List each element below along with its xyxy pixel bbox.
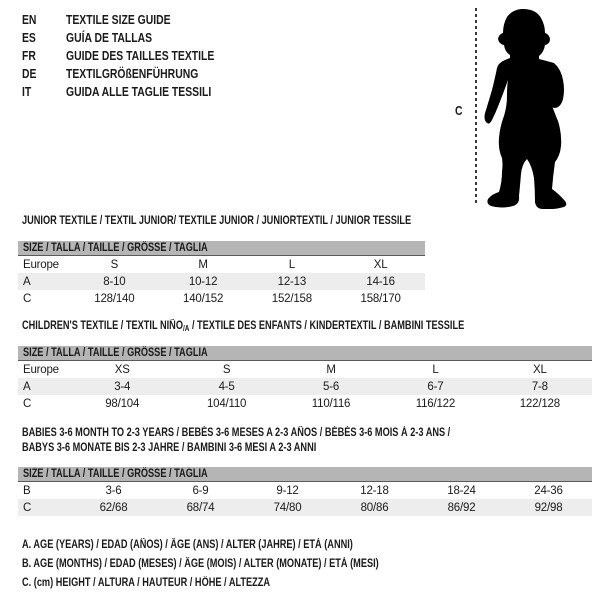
babies-table-title-text: BABIES 3-6 MONTH TO 2-3 YEARS / BEBÉS 3-6 MESES A 2-3 AÑOS / BÉBÉS 3-6 MOIS À 2-3 ANS / — [22, 427, 451, 439]
table-row — [18, 482, 592, 499]
size-cell: XL — [532, 363, 547, 376]
size-cell: 6-7 — [427, 380, 444, 393]
size-cell: 62/68 — [99, 501, 128, 514]
babies-table-title-line1 — [18, 426, 592, 441]
size-header-bar — [18, 467, 592, 482]
table-row — [18, 395, 592, 412]
size-cell: S — [110, 258, 119, 271]
title-subscript: /A — [182, 324, 190, 333]
size-cell: L — [432, 363, 439, 376]
lang-code: DE — [22, 65, 37, 81]
lang-code: IT — [22, 83, 32, 99]
babies-table-title-line2 — [18, 441, 592, 456]
table-row — [18, 378, 592, 395]
size-cell: XS — [114, 363, 130, 376]
table-row — [18, 256, 425, 273]
language-header — [22, 10, 251, 100]
size-cell: 80/86 — [360, 501, 389, 514]
size-header-bar — [18, 346, 592, 361]
size-cell: 86/92 — [447, 501, 476, 514]
size-cell: XL — [373, 258, 388, 271]
table-row — [18, 361, 592, 378]
size-header-text: SIZE / TALLA / TAILLE / GRÖSSE / TAGLIA — [23, 242, 208, 254]
footnote-c — [22, 574, 468, 593]
row-label: C — [23, 292, 32, 305]
size-cell: S — [222, 363, 231, 376]
size-cell: 3-6 — [105, 484, 122, 497]
footnotes — [22, 536, 468, 593]
table-row — [18, 290, 425, 307]
toddler-silhouette-icon — [483, 6, 587, 209]
size-cell: 152/158 — [271, 292, 312, 305]
title-part: / TEXTILE DES ENFANTS / KINDERTEXTIL / BAMBINI TESSILE — [189, 320, 465, 332]
size-cell: M — [198, 258, 208, 271]
title-part: CHILDREN'S TEXTILE / TEXTIL NIÑO — [22, 320, 183, 332]
size-cell: 68/74 — [186, 501, 215, 514]
size-cell: 128/140 — [94, 292, 135, 305]
lang-title: GUÍA DE TALLAS — [66, 29, 153, 45]
children-table-title — [18, 320, 592, 333]
footnote-text: C. (cm) HEIGHT / ALTURA / HAUTEUR / HÖHE / ALTEZZA — [22, 577, 271, 589]
size-cell: L — [288, 258, 295, 271]
footnote-a — [22, 536, 468, 555]
size-cell: 5-6 — [323, 380, 340, 393]
size-cell: 24-36 — [534, 484, 563, 497]
size-cell: 14-16 — [366, 275, 395, 288]
size-header-text: SIZE / TALLA / TAILLE / GRÖSSE / TAGLIA — [23, 468, 208, 480]
size-cell: 92/98 — [534, 501, 563, 514]
size-cell: 12-18 — [360, 484, 389, 497]
footnote-b — [22, 555, 468, 574]
row-label: Europe — [23, 363, 59, 376]
size-cell: 12-13 — [277, 275, 307, 288]
babies-size-table — [18, 426, 592, 516]
size-cell: 110/116 — [311, 397, 351, 410]
junior-table-title-text: JUNIOR TEXTILE / TEXTIL JUNIOR/ TEXTILE JUNIOR / JUNIORTEXTIL / JUNIOR TESSILE — [22, 215, 412, 227]
lang-code: FR — [22, 47, 36, 63]
height-measure-dotted-line — [475, 8, 477, 206]
table-row — [18, 273, 425, 290]
size-cell: 3-4 — [114, 380, 131, 393]
junior-size-table — [18, 215, 425, 307]
row-label: A — [23, 380, 31, 393]
lang-row-it — [22, 82, 251, 100]
size-header-bar — [18, 241, 425, 256]
height-measure-label: C — [455, 103, 463, 118]
size-header-text: SIZE / TALLA / TAILLE / GRÖSSE / TAGLIA — [23, 347, 208, 359]
row-label: A — [23, 275, 31, 288]
lang-row-es — [22, 28, 251, 46]
babies-table-title-text: BABYS 3-6 MONATE BIS 2-3 JAHRE / BAMBINI 3-6 MESI A 2-3 ANNI — [22, 442, 317, 454]
lang-code: ES — [22, 29, 36, 45]
size-cell: 10-12 — [188, 275, 218, 288]
lang-row-en — [22, 10, 251, 28]
size-cell: 98/104 — [105, 397, 140, 410]
lang-title: GUIDE DES TAILLES TEXTILE — [66, 47, 215, 63]
lang-title: GUIDA ALLE TAGLIE TESSILI — [66, 83, 212, 99]
lang-code: EN — [22, 11, 37, 27]
size-cell: 116/122 — [415, 397, 456, 410]
size-cell: 122/128 — [519, 397, 560, 410]
lang-row-fr — [22, 46, 251, 64]
children-table-title-text — [22, 320, 464, 335]
footnote-text: A. AGE (YEARS) / EDAD (AÑOS) / ÂGE (ANS) / ALTER (JAHRE) / ETÀ (ANNI) — [22, 539, 353, 551]
lang-title: TEXTILE SIZE GUIDE — [66, 11, 171, 27]
size-cell: 158/170 — [360, 292, 401, 305]
size-cell: 18-24 — [447, 484, 476, 497]
lang-title: TEXTILGRÖßENFÜHRUNG — [66, 65, 199, 81]
size-cell: 4-5 — [218, 380, 235, 393]
children-size-table — [18, 320, 592, 412]
footnote-text: B. AGE (MONTHS) / EDAD (MESES) / ÂGE (MOIS) / ALTER (MONATE) / ETÀ (MESI) — [22, 558, 379, 570]
lang-row-de — [22, 64, 251, 82]
row-label: Europe — [23, 258, 59, 271]
size-cell: 140/152 — [183, 292, 224, 305]
size-cell: 6-9 — [192, 484, 209, 497]
row-label: C — [23, 501, 32, 514]
junior-table-title — [18, 215, 425, 228]
table-row — [18, 499, 592, 516]
row-label: C — [23, 397, 32, 410]
row-label: B — [23, 484, 31, 497]
size-cell: M — [326, 363, 336, 376]
size-cell: 8-10 — [103, 275, 126, 288]
size-cell: 74/80 — [273, 501, 302, 514]
size-cell: 9-12 — [276, 484, 299, 497]
size-cell: 104/110 — [206, 397, 247, 410]
size-cell: 7-8 — [531, 380, 548, 393]
